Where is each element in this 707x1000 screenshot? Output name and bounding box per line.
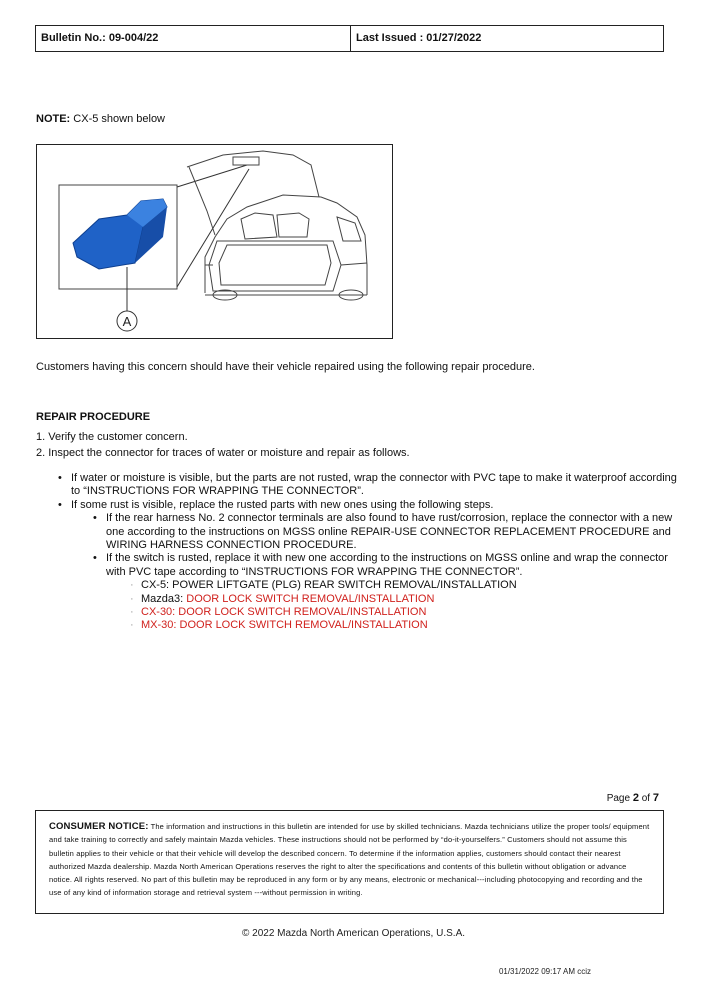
- note-text: CX-5 shown below: [70, 113, 166, 125]
- link-mx30[interactable]: · MX-30: DOOR LOCK SWITCH REMOVAL/INSTALLATION: [128, 619, 678, 632]
- page-of: of: [638, 793, 653, 804]
- callout-a: A: [122, 314, 132, 329]
- item-cx5: · CX-5: POWER LIFTGATE (PLG) REAR SWITCH REMOVAL/INSTALLATION: [128, 579, 678, 592]
- model-list: [106, 579, 678, 633]
- repair-heading: REPAIR PROCEDURE: [36, 411, 151, 423]
- page-current: 2: [632, 792, 639, 804]
- repair-bullets: [58, 472, 678, 633]
- link-cx30[interactable]: · CX-30: DOOR LOCK SWITCH REMOVAL/INSTALLATION: [128, 606, 678, 619]
- consumer-notice-text: The information and instructions in this bulletin are intended for use by skilled technicians. Mazda technicians utilize the proper tools/ equipment and take training to correctly and safely maintain Mazda vehicles. These instructions should not be performed by “do-it-yourselfers.” Customers should not assume this bulletin applies to their vehicle or that their vehicle will develop the described concern. To determine if the information applies, customers should contact their nearest authorized Mazda dealership. Mazda North American Operations reserves the right to alter the specifications and contents of this bulletin without obligation or advance notice. All rights reserved. No part of this bulletin may be reproduced in any form or by any means, electronic or mechanical---including photocopying and recording and the use of any kind of information storage and retrieval system ---without permission in writing.: [49, 822, 650, 898]
- vehicle-figure: [36, 144, 393, 339]
- bullet-rust-text: If some rust is visible, replace the rusted parts with new ones using the following steps.: [71, 498, 494, 511]
- last-issued: Last Issued : 01/27/2022: [356, 32, 482, 44]
- page-number: [607, 792, 659, 804]
- note: [36, 113, 165, 125]
- bullet-water: • If water or moisture is visible, but the parts are not rusted, wrap the connector with PVC tape to make it waterproof according to “INSTRUCTIONS FOR WRAPPING THE CONNECTOR”.: [58, 472, 678, 499]
- consumer-notice: [35, 810, 664, 914]
- print-stamp: 01/31/2022 09:17 AM cciz: [498, 967, 591, 976]
- rust-sub-bullets: [71, 512, 678, 633]
- consumer-notice-title: CONSUMER NOTICE:: [49, 821, 149, 832]
- copyright: © 2022 Mazda North American Operations, U.S.A.: [241, 928, 466, 939]
- page-total: 7: [652, 792, 659, 804]
- item-mazda3: [128, 593, 678, 606]
- liftgate-illustration: [37, 145, 392, 338]
- item-mazda3-prefix: Mazda3:: [141, 592, 187, 605]
- sub-bullet-switch-text: If the switch is rusted, replace it with new one according to the instructions on MGSS online and wrap the connector with PVC tape according to “INSTRUCTIONS FOR WRAPPING THE CONNECTOR”.: [106, 552, 668, 578]
- bulletin-number: Bulletin No.: 09-004/22: [36, 26, 351, 51]
- sub-bullet-harness: • If the rear harness No. 2 connector terminals are also found to have rust/corrosion, replace the connector with a new one according to the instructions on MGSS online REPAIR-USE CONNECTOR REPLACEMENT PROCEDURE and WIRING HARNESS CONNECTION PROCEDURE.: [93, 512, 678, 552]
- bullet-rust: [58, 499, 678, 633]
- link-mazda3[interactable]: DOOR LOCK SWITCH REMOVAL/INSTALLATION: [186, 592, 435, 605]
- page-prefix: Page: [606, 793, 633, 804]
- step-1: 1. Verify the customer concern.: [36, 431, 188, 443]
- step-2: 2. Inspect the connector for traces of water or moisture and repair as follows.: [36, 447, 410, 459]
- intro-text: Customers having this concern should have their vehicle repaired using the following repair procedure.: [36, 361, 535, 373]
- sub-bullet-switch: [93, 552, 678, 632]
- note-label: NOTE:: [36, 113, 71, 125]
- bulletin-header: [35, 25, 664, 52]
